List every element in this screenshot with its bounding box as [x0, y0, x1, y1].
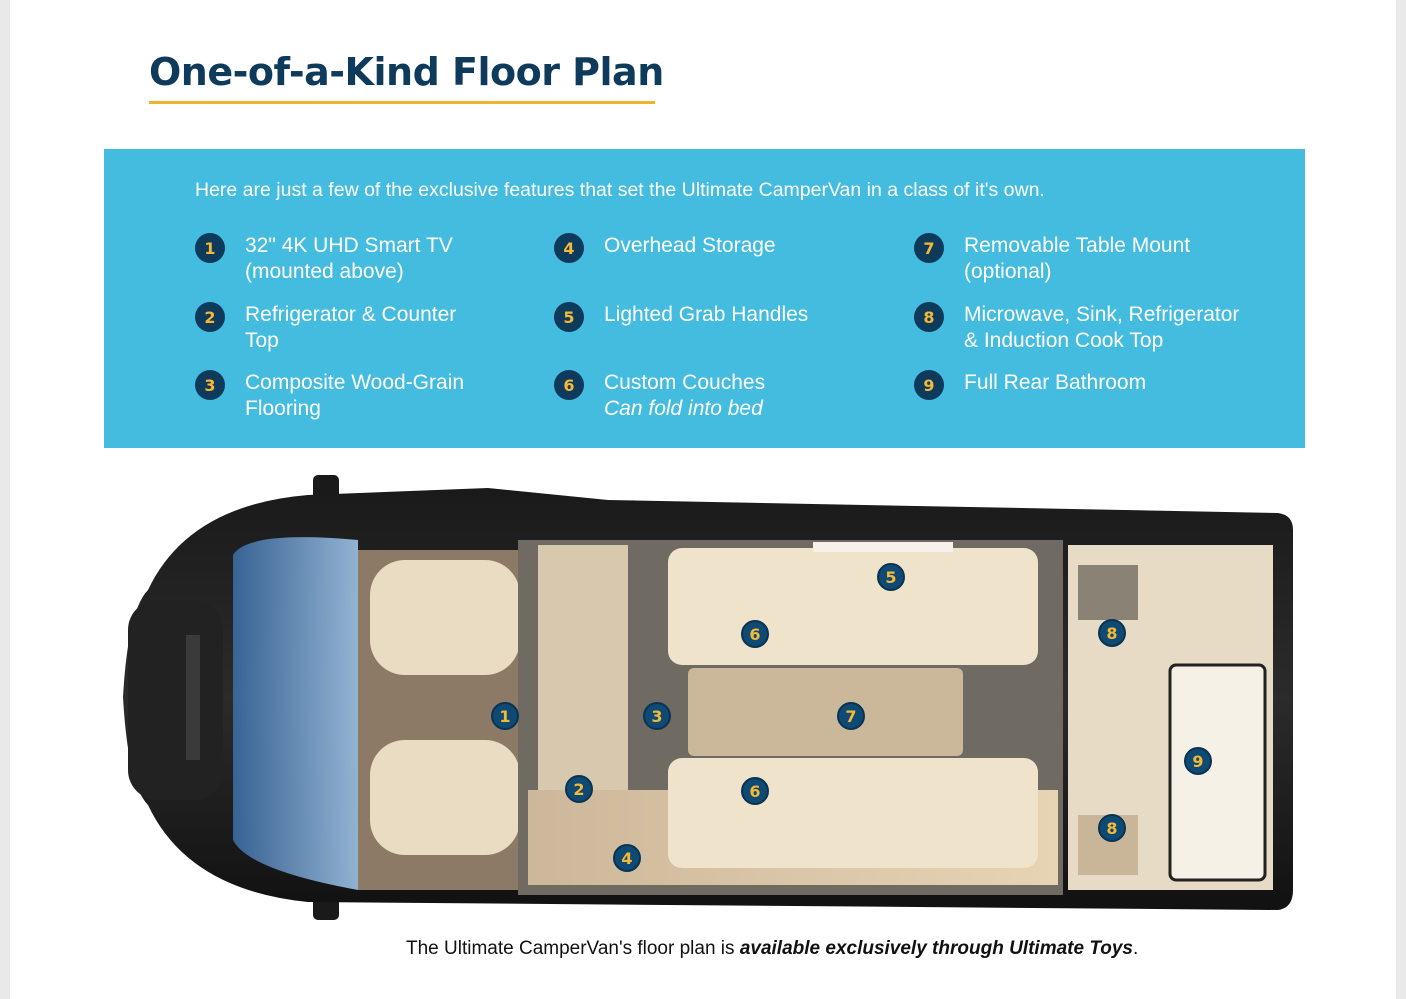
feature-8	[914, 302, 1284, 354]
page-edge-left	[0, 0, 10, 999]
feature-number-badge: 5	[554, 302, 584, 332]
features-intro: Here are just a few of the exclusive features that set the Ultimate CamperVan in a class of it's own.	[195, 179, 1045, 201]
feature-line: Composite Wood-Grain	[245, 371, 465, 394]
feature-text	[964, 370, 1284, 396]
page-title: One-of-a-Kind Floor Plan	[149, 50, 664, 94]
feature-number-badge: 4	[554, 233, 584, 263]
caption-period: .	[1132, 938, 1139, 959]
plan-marker-7: 7	[837, 702, 865, 730]
feature-line: (optional)	[964, 260, 1052, 283]
feature-text	[604, 302, 904, 328]
feature-line: Overhead Storage	[604, 234, 776, 257]
feature-3	[195, 370, 545, 422]
feature-line: 32" 4K UHD Smart TV	[245, 234, 453, 257]
feature-1	[195, 233, 545, 285]
plan-marker-4: 4	[613, 844, 641, 872]
caption-text: The Ultimate CamperVan's floor plan is	[406, 938, 740, 959]
plan-marker-2: 2	[565, 775, 593, 803]
feature-text	[604, 370, 904, 422]
feature-2	[195, 302, 545, 354]
feature-line: Can fold into bed	[604, 397, 763, 420]
page-edge-right	[1396, 0, 1406, 999]
caption-emphasis: available exclusively through Ultimate Toys	[739, 938, 1133, 959]
feature-7	[914, 233, 1284, 285]
feature-line: Custom Couches	[604, 371, 766, 394]
feature-number-badge: 3	[195, 370, 225, 400]
feature-6	[554, 370, 904, 422]
feature-9	[914, 370, 1284, 400]
feature-number-badge: 1	[195, 233, 225, 263]
feature-5	[554, 302, 904, 332]
feature-line: Refrigerator & Counter	[245, 303, 457, 326]
feature-text	[245, 233, 545, 285]
feature-text	[604, 233, 904, 259]
feature-number-badge: 6	[554, 370, 584, 400]
feature-text	[964, 233, 1284, 285]
van-top-view-image	[108, 470, 1298, 925]
plan-marker-8-top: 8	[1098, 619, 1126, 647]
plan-marker-8-bottom: 8	[1098, 814, 1126, 842]
plan-marker-3: 3	[643, 702, 671, 730]
feature-4	[554, 233, 904, 263]
feature-line: (mounted above)	[245, 260, 404, 283]
feature-text	[964, 302, 1284, 354]
plan-marker-9: 9	[1184, 747, 1212, 775]
feature-line: Flooring	[245, 397, 321, 420]
plan-marker-6-bottom: 6	[741, 777, 769, 805]
feature-number-badge: 2	[195, 302, 225, 332]
plan-marker-1: 1	[491, 702, 519, 730]
feature-text	[245, 370, 545, 422]
plan-marker-6-top: 6	[741, 620, 769, 648]
floor-plan-caption	[406, 938, 1138, 960]
feature-line: Removable Table Mount	[964, 234, 1191, 257]
feature-line: & Induction Cook Top	[964, 329, 1164, 352]
feature-number-badge: 9	[914, 370, 944, 400]
van-floor-plan-illustration	[108, 470, 1298, 925]
feature-line: Top	[245, 329, 279, 352]
features-panel	[104, 149, 1305, 448]
feature-line: Microwave, Sink, Refrigerator	[964, 303, 1240, 326]
feature-number-badge: 7	[914, 233, 944, 263]
feature-number-badge: 8	[914, 302, 944, 332]
feature-line: Full Rear Bathroom	[964, 371, 1147, 394]
feature-text	[245, 302, 545, 354]
title-underline	[149, 101, 655, 104]
feature-line: Lighted Grab Handles	[604, 303, 809, 326]
plan-marker-5: 5	[877, 563, 905, 591]
